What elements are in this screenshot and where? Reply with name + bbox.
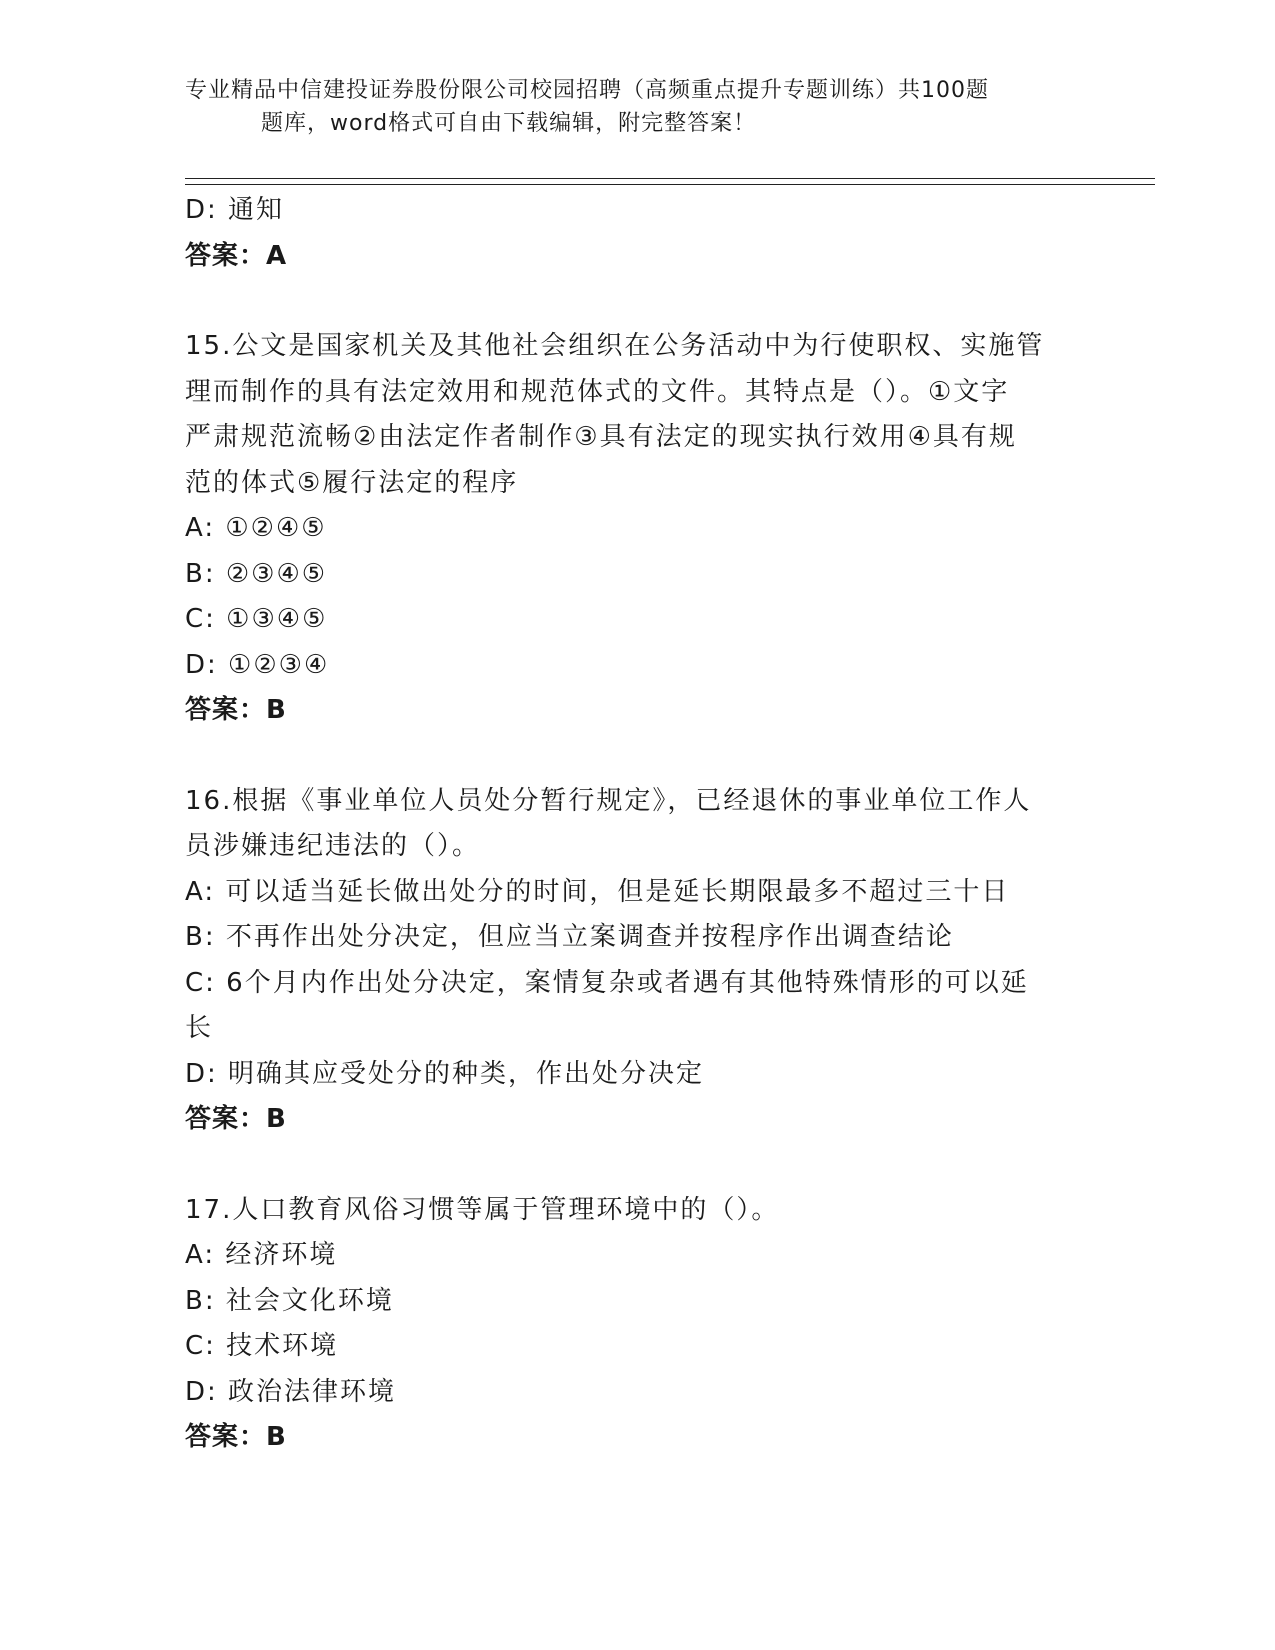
- option-c: C: 6个月内作出处分决定，案情复杂或者遇有其他特殊情形的可以延: [185, 967, 1029, 998]
- header-divider-top: [185, 178, 1155, 179]
- header-divider-bottom: [185, 184, 1155, 185]
- option-a: A: 可以适当延长做出处分的时间，但是延长期限最多不超过三十日: [185, 876, 1010, 907]
- option-d: D: 通知: [185, 195, 285, 225]
- option-d: D: ①②③④: [185, 649, 330, 680]
- option-c: C: 技术环境: [185, 1331, 339, 1361]
- option-c-continuation: 长: [185, 1013, 214, 1043]
- answer-line: 答案：B: [185, 1104, 287, 1134]
- option-a: A: 经济环境: [185, 1240, 338, 1270]
- option-b: B: 社会文化环境: [185, 1285, 394, 1316]
- question-15: [185, 324, 1085, 734]
- question-stem-line: 员涉嫌违纪违法的（）。: [185, 831, 481, 861]
- option-d: D: 明确其应受处分的种类，作出处分决定: [185, 1058, 705, 1089]
- option-c: C: ①③④⑤: [185, 604, 328, 634]
- answer-line: 答案：A: [185, 240, 288, 271]
- question-stem-line: 范的体式⑤履行法定的程序: [185, 467, 519, 498]
- header-title-line-1: 专业精品中信建投证券股份限公司校园招聘（高频重点提升专题训练）共100题: [185, 78, 989, 103]
- question-stem-line: 严肃规范流畅②由法定作者制作③具有法定的现实执行效用④具有规: [185, 422, 1017, 452]
- document-header: [185, 74, 1075, 140]
- option-d: D: 政治法律环境: [185, 1376, 397, 1407]
- question-stem-line: 理而制作的具有法定效用和规范体式的文件。其特点是（）。①文字: [185, 376, 1010, 407]
- question-stem-line: 16.根据《事业单位人员处分暂行规定》，已经退休的事业单位工作人: [185, 785, 1032, 816]
- spacer: [185, 1143, 1085, 1188]
- document-body: [185, 188, 1085, 1461]
- question-16: [185, 779, 1085, 1143]
- answer-line: 答案：B: [185, 1422, 287, 1452]
- header-title-line-2: 题库，word格式可自由下载编辑，附完整答案！: [261, 111, 757, 136]
- option-b: B: 不再作出处分决定，但应当立案调查并按程序作出调查结论: [185, 922, 954, 952]
- spacer: [185, 734, 1085, 779]
- question-stem-line: 15.公文是国家机关及其他社会组织在公务活动中为行使职权、实施管: [185, 331, 1045, 361]
- answer-line: 答案：B: [185, 695, 287, 725]
- option-b: B: ②③④⑤: [185, 558, 328, 589]
- question-stem-line: 17.人口教育风俗习惯等属于管理环境中的（）。: [185, 1194, 780, 1225]
- question-17: [185, 1188, 1085, 1461]
- option-a: A: ①②④⑤: [185, 513, 327, 543]
- spacer: [185, 279, 1085, 324]
